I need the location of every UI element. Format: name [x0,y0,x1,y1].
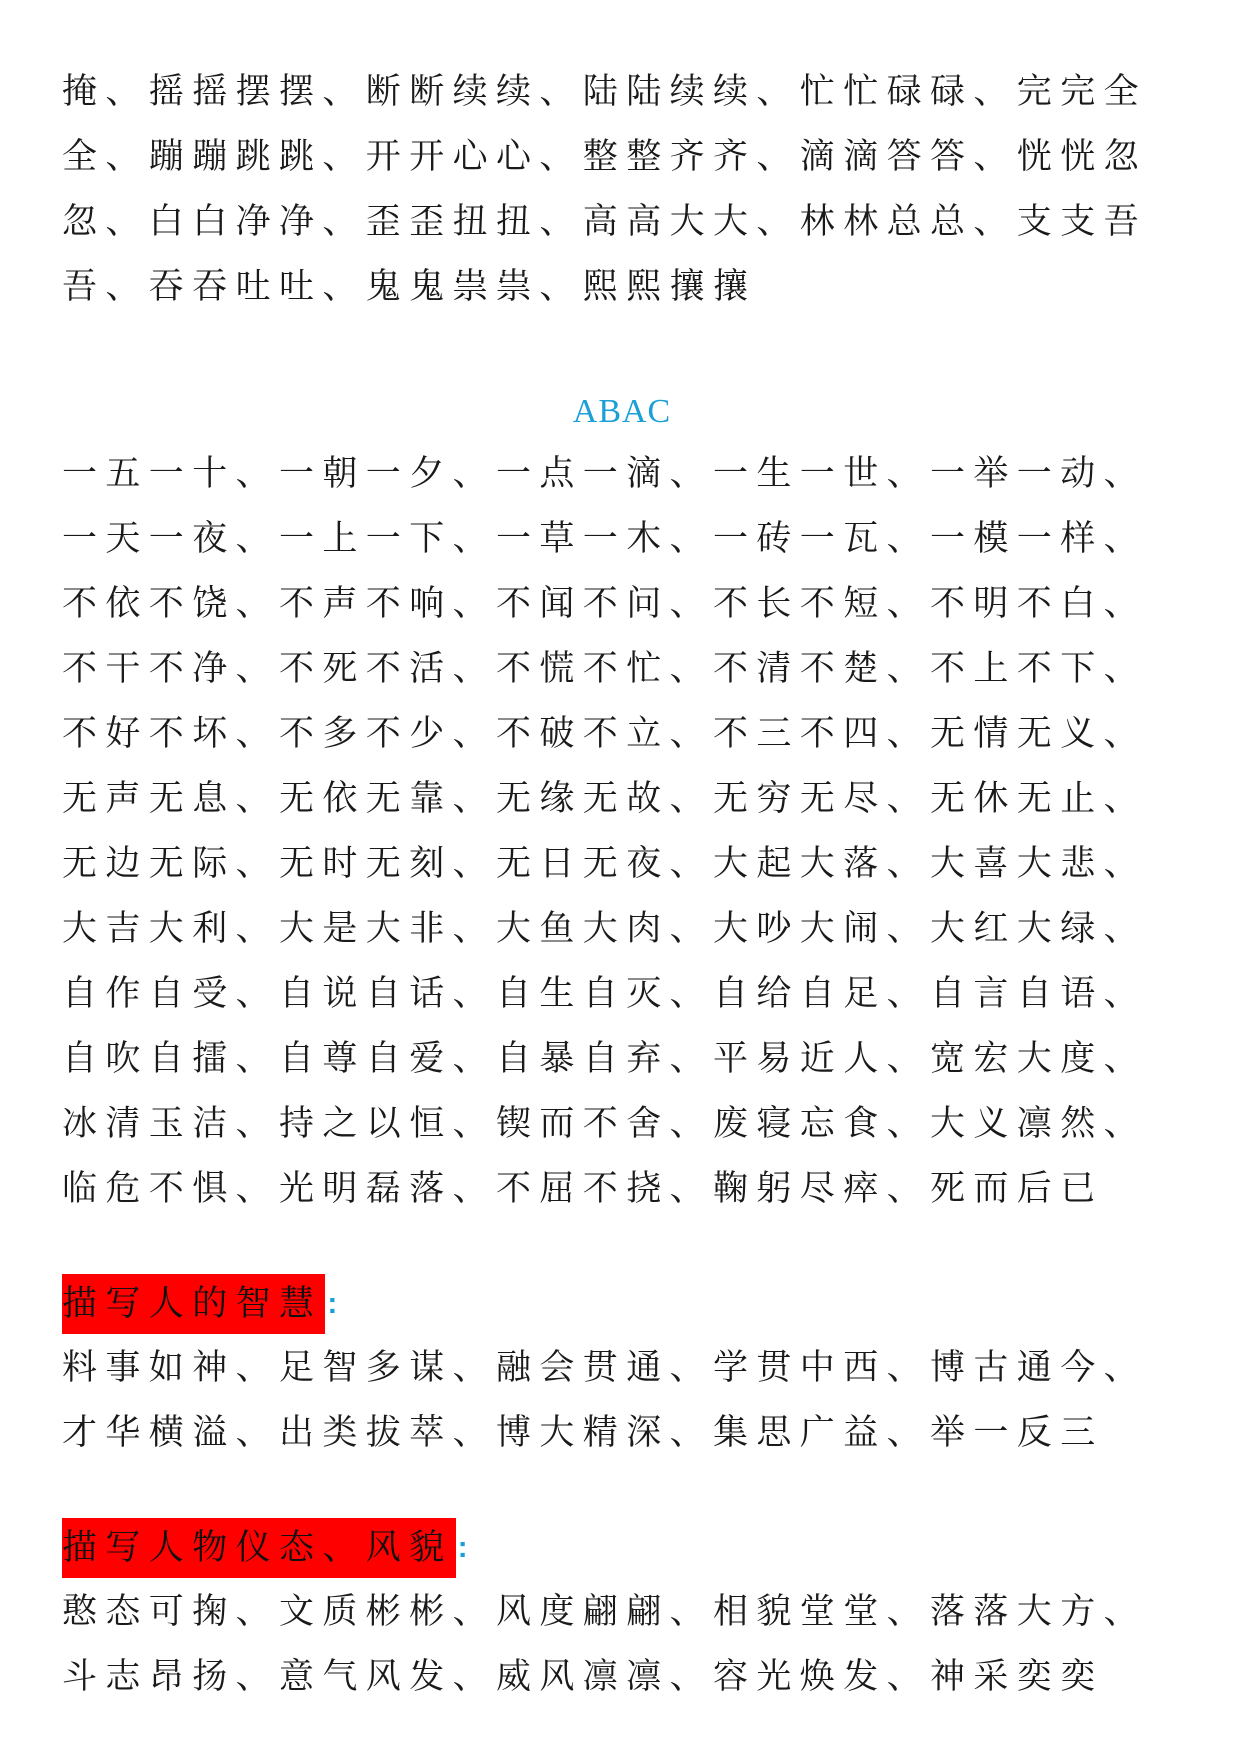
demeanor-heading-colon: : [457,1531,468,1564]
demeanor-heading-row [62,1518,1182,1578]
wisdom-heading-row [62,1274,1182,1334]
abac-words-paragraph: 一五一十、一朝一夕、一点一滴、一生一世、一举一动、一天一夜、一上一下、一草一木、一砖一瓦、一模一样、不依不饶、不声不响、不闻不问、不长不短、不明不白、不干不净、不死不活、不慌不忙、不清不楚、不上不下、不好不坏、不多不少、不破不立、不三不四、无情无义、无声无息、无依无靠、无缘无故、无穷无尽、无休无止、无边无际、无时无刻、无日无夜、大起大落、大喜大悲、大吉大利、大是大非、大鱼大肉、大吵大闹、大红大绿、自作自受、自说自话、自生自灭、自给自足、自言自语、自吹自擂、自尊自爱、自暴自弃、平易近人、宽宏大度、冰清玉洁、持之以恒、锲而不舍、废寝忘食、大义凛然、临危不惧、光明磊落、不屈不挠、鞠躬尽瘁、死而后已 [62,454,1148,1209]
demeanor-words-paragraph: 憨态可掬、文质彬彬、风度翩翩、相貌堂堂、落落大方、斗志昂扬、意气风发、威风凛凛、容光焕发、神采奕奕 [62,1592,1148,1697]
reduplicated-words-paragraph: 掩、摇摇摆摆、断断续续、陆陆续续、忙忙碌碌、完完全全、蹦蹦跳跳、开开心心、整整齐齐、滴滴答答、恍恍忽忽、白白净净、歪歪扭扭、高高大大、林林总总、支支吾吾、吞吞吐吐、鬼鬼祟祟、熙熙攘攘 [62,72,1148,307]
demeanor-heading: 描写人物仪态、风貌 [62,1518,456,1578]
abac-section-title: ABAC [572,393,672,430]
wisdom-heading-colon: : [327,1287,338,1320]
wisdom-words-paragraph: 料事如神、足智多谋、融会贯通、学贯中西、博古通今、才华横溢、出类拔萃、博大精深、集思广益、举一反三 [62,1348,1148,1453]
document-page [62,60,1182,1710]
wisdom-heading: 描写人的智慧 [62,1274,325,1334]
